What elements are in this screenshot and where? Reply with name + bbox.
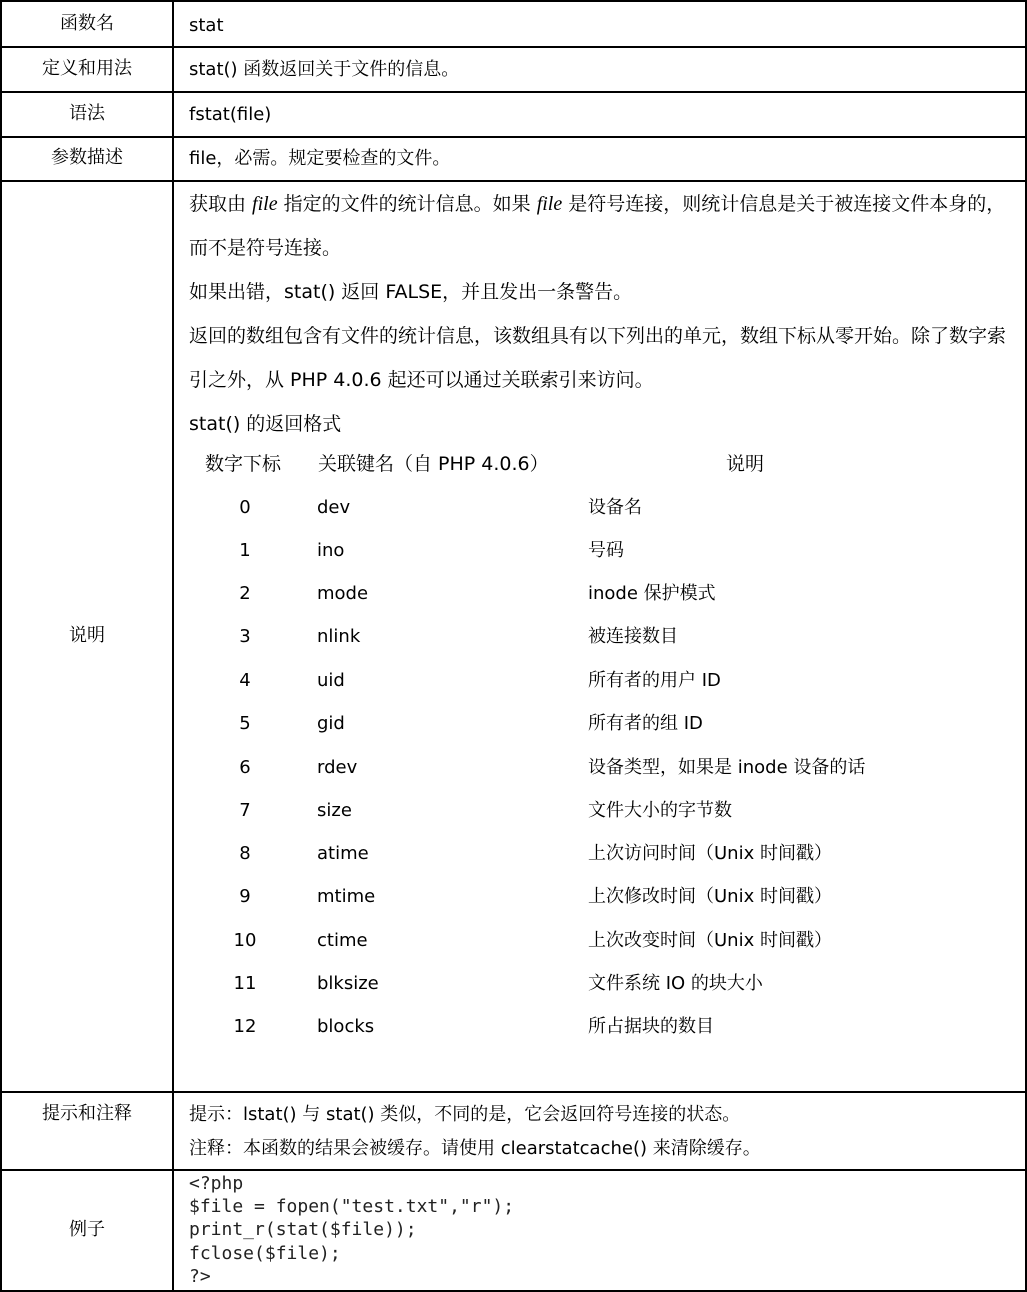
column-header-index: 数字下标 bbox=[205, 453, 282, 475]
row-description: 被连接数目 bbox=[588, 626, 678, 647]
table-border bbox=[0, 1091, 1027, 1093]
row-description: 上次改变时间（Unix 时间戳） bbox=[588, 930, 832, 951]
table-row bbox=[0, 1017, 1027, 1037]
code-line: $file = fopen("test.txt","r"); bbox=[189, 1196, 515, 1218]
params-value: file，必需。规定要检查的文件。 bbox=[189, 148, 451, 169]
code-line: ?> bbox=[189, 1265, 211, 1287]
code-line: print_r(stat($file)); bbox=[189, 1219, 417, 1241]
row-index: 6 bbox=[239, 757, 251, 778]
notes-label: 提示和注释 bbox=[42, 1103, 132, 1124]
description-label: 说明 bbox=[69, 625, 105, 646]
definition-value: stat() 函数返回关于文件的信息。 bbox=[189, 59, 460, 80]
row-key: uid bbox=[317, 670, 345, 691]
row-key: mode bbox=[317, 583, 369, 604]
table-row bbox=[0, 974, 1027, 994]
row-index: 12 bbox=[233, 1016, 257, 1037]
table-row bbox=[0, 844, 1027, 864]
param-file-italic: file bbox=[252, 193, 278, 215]
table-row bbox=[0, 498, 1027, 518]
row-description: 文件系统 IO 的块大小 bbox=[588, 973, 763, 994]
row-index: 8 bbox=[239, 843, 251, 864]
row-index: 0 bbox=[239, 497, 251, 518]
definition-label: 定义和用法 bbox=[42, 58, 132, 79]
row-key: mtime bbox=[317, 886, 376, 907]
row-description: 所有者的用户 ID bbox=[588, 670, 721, 691]
code-line: fclose($file); bbox=[189, 1242, 341, 1264]
example-label: 例子 bbox=[69, 1219, 105, 1240]
tip-text: 提示：lstat() 与 stat() 类似，不同的是，它会返回符号连接的状态。 bbox=[189, 1104, 741, 1125]
row-description: 号码 bbox=[588, 540, 624, 561]
table-row bbox=[0, 584, 1027, 604]
column-header-description: 说明 bbox=[726, 453, 765, 475]
row-key: rdev bbox=[317, 757, 358, 778]
table-row bbox=[0, 714, 1027, 734]
row-description: 所占据块的数目 bbox=[588, 1016, 714, 1037]
row-key: atime bbox=[317, 843, 369, 864]
param-file-italic: file bbox=[536, 193, 563, 215]
row-description: 文件大小的字节数 bbox=[588, 800, 732, 821]
table-border bbox=[0, 0, 1027, 2]
syntax-value: fstat(file) bbox=[189, 104, 272, 125]
row-key: ctime bbox=[317, 930, 368, 951]
table-row bbox=[0, 931, 1027, 951]
row-index: 5 bbox=[239, 713, 251, 734]
row-index: 1 bbox=[239, 540, 251, 561]
description-text bbox=[189, 182, 1019, 446]
description-paragraph: 如果出错，stat() 返回 FALSE，并且发出一条警告。 bbox=[189, 281, 633, 303]
table-border bbox=[0, 1169, 1027, 1171]
table-border bbox=[0, 136, 1027, 138]
example-code bbox=[189, 1172, 514, 1288]
syntax-label: 语法 bbox=[69, 103, 105, 124]
description-paragraph: 返回的数组包含有文件的统计信息，该数组具有以下列出的单元，数组下标从零开始。除了数字索引之外，从 PHP 4.0.6 起还可以通过关联索引来访问。 bbox=[189, 325, 1007, 391]
row-key: blocks bbox=[317, 1016, 375, 1037]
table-row bbox=[0, 887, 1027, 907]
description-paragraph: stat() 的返回格式 bbox=[189, 413, 342, 435]
row-index: 10 bbox=[233, 930, 257, 951]
row-key: nlink bbox=[317, 626, 361, 647]
row-key: blksize bbox=[317, 973, 379, 994]
row-description: inode 保护模式 bbox=[588, 583, 716, 604]
row-description: 设备类型，如果是 inode 设备的话 bbox=[588, 757, 866, 778]
row-index: 2 bbox=[239, 583, 251, 604]
table-row bbox=[0, 627, 1027, 647]
table-border bbox=[0, 91, 1027, 93]
table-border bbox=[0, 46, 1027, 48]
column-header-key: 关联键名（自 PHP 4.0.6） bbox=[318, 453, 549, 475]
note-text: 注释：本函数的结果会被缓存。请使用 clearstatcache() 来清除缓存。 bbox=[189, 1138, 761, 1159]
table-row bbox=[0, 671, 1027, 691]
code-line: <?php bbox=[189, 1173, 244, 1194]
row-key: ino bbox=[317, 540, 345, 561]
row-index: 4 bbox=[239, 670, 251, 691]
row-description: 上次访问时间（Unix 时间戳） bbox=[588, 843, 832, 864]
row-index: 9 bbox=[239, 886, 251, 907]
row-index: 11 bbox=[233, 973, 257, 994]
row-index: 3 bbox=[239, 626, 251, 647]
row-description: 所有者的组 ID bbox=[588, 713, 703, 734]
function-name-label: 函数名 bbox=[60, 13, 114, 34]
row-index: 7 bbox=[239, 800, 251, 821]
table-row bbox=[0, 758, 1027, 778]
params-label: 参数描述 bbox=[51, 147, 123, 168]
row-key: gid bbox=[317, 713, 345, 734]
table-row bbox=[0, 541, 1027, 561]
row-description: 上次修改时间（Unix 时间戳） bbox=[588, 886, 832, 907]
table-row bbox=[0, 801, 1027, 821]
row-description: 设备名 bbox=[588, 497, 642, 518]
description-paragraph: 获取由 file 指定的文件的统计信息。如果 file 是符号连接，则统计信息是关于被连接文件本身的，而不是符号连接。 bbox=[189, 193, 1006, 259]
row-key: size bbox=[317, 800, 352, 821]
notes-text bbox=[189, 1098, 761, 1166]
function-name-value: stat bbox=[189, 15, 224, 36]
row-key: dev bbox=[317, 497, 351, 518]
